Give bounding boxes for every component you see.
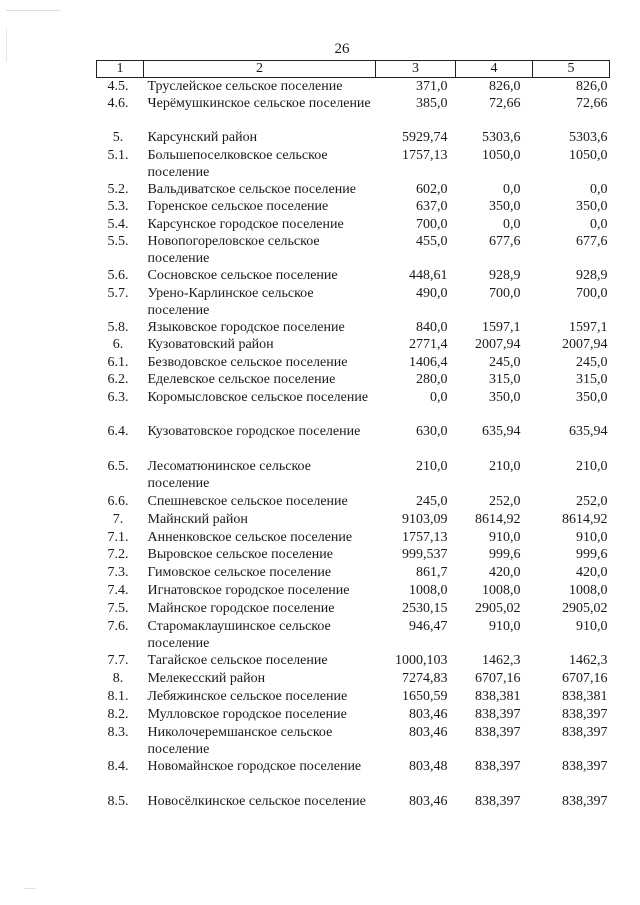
row-number: 5. [112,130,124,145]
row-name: Новопогореловское сельское поселение [147,234,320,266]
row-value-col5: 838,381 [562,689,608,704]
row-value-col4: 700,0 [489,286,521,301]
row-value-col4: 838,397 [475,759,521,774]
row-value-col3: 803,46 [409,794,448,809]
row-value-col4: 0,0 [503,217,521,232]
row-value-col3: 803,46 [409,707,448,722]
row-value-col3: 700,0 [416,217,448,232]
table-row [97,458,610,493]
row-name: Черёмушкинское сельское поселение [147,96,371,111]
row-value-col4: 838,397 [475,725,521,740]
row-value-col4: 0,0 [503,182,521,197]
row-value-col4: 420,0 [489,565,521,580]
row-value-col3: 2530,15 [402,601,448,616]
row-value-col5: 928,9 [576,268,608,283]
row-number: 8. [112,671,124,686]
row-value-col3: 803,46 [409,725,448,740]
row-number: 6.1. [107,355,129,370]
row-name: Карсунский район [147,130,258,145]
row-value-col4: 1462,3 [482,653,521,668]
row-value-col3: 385,0 [416,96,448,111]
row-name: Языковское городское поселение [147,320,345,335]
row-name: Лесоматюнинское сельское поселение [147,459,311,491]
column-header-1: 1 [97,61,144,78]
row-value-col3: 840,0 [416,320,448,335]
row-value-col4: 928,9 [489,268,521,283]
row-value-col5: 910,0 [576,619,608,634]
row-value-col3: 280,0 [416,372,448,387]
row-value-col3: 0,0 [430,390,448,405]
row-name: Кузоватовское городское поселение [147,424,361,439]
row-value-col3: 1650,59 [402,689,448,704]
row-value-col5: 252,0 [576,494,608,509]
row-number: 7. [112,512,124,527]
row-number: 5.1. [107,148,129,163]
row-value-col4: 72,66 [489,96,521,111]
row-value-col4: 910,0 [489,530,521,545]
row-number: 5.7. [107,286,129,301]
row-number: 5.5. [107,234,129,249]
table-row [97,529,610,546]
row-value-col4: 8614,92 [475,512,521,527]
table-row [97,147,610,181]
row-value-col3: 448,61 [409,268,448,283]
row-value-col5: 838,397 [562,794,608,809]
row-value-col4: 838,381 [475,689,521,704]
row-value-col5: 8614,92 [562,512,608,527]
scan-artifact-bottom-left [24,888,36,889]
row-value-col4: 826,0 [489,79,521,94]
row-name: Сосновское сельское поселение [147,268,338,283]
budget-table [96,60,610,828]
row-value-col4: 350,0 [489,199,521,214]
row-value-col3: 803,48 [409,759,448,774]
row-value-col3: 1757,13 [402,148,448,163]
row-value-col4: 315,0 [489,372,521,387]
row-value-col3: 999,537 [402,547,448,562]
row-value-col3: 245,0 [416,494,448,509]
table-body [97,78,610,829]
row-value-col4: 1597,1 [482,320,521,335]
row-value-col3: 5929,74 [402,130,448,145]
row-value-col3: 630,0 [416,424,448,439]
row-value-col5: 6707,16 [562,671,608,686]
row-value-col3: 2771,4 [409,337,448,352]
row-name: Николочеремшанское сельское поселение [147,725,333,757]
row-name: Игнатовское городское поселение [147,583,350,598]
row-number: 5.4. [107,217,129,232]
row-value-col3: 637,0 [416,199,448,214]
row-value-col5: 700,0 [576,286,608,301]
row-name: Труслейское сельское поселение [147,79,343,94]
row-value-col3: 7274,83 [402,671,448,686]
row-value-col3: 455,0 [416,234,448,249]
row-value-col3: 1000,103 [395,653,448,668]
table-row [97,371,610,389]
row-value-col4: 635,94 [482,424,521,439]
row-value-col4: 1050,0 [482,148,521,163]
table-row [97,493,610,511]
table-row [97,198,610,216]
row-value-col3: 371,0 [416,79,448,94]
row-value-col4: 677,6 [489,234,521,249]
table-row [97,564,610,582]
row-name: Мулловское городское поселение [147,707,347,722]
row-value-col5: 420,0 [576,565,608,580]
table-row [97,181,610,198]
row-value-col5: 0,0 [590,182,608,197]
row-number: 7.2. [107,547,129,562]
row-value-col5: 838,397 [562,707,608,722]
row-number: 7.6. [107,619,129,634]
table-row [97,319,610,336]
table-row [97,233,610,267]
scan-artifact-top-left [6,10,60,11]
row-value-col3: 861,7 [416,565,448,580]
row-value-col4: 5303,6 [482,130,521,145]
row-name: Майнский район [147,512,248,527]
row-number: 5.2. [107,182,129,197]
row-value-col4: 350,0 [489,390,521,405]
table-row [97,670,610,688]
row-name: Анненковское сельское поселение [147,530,353,545]
row-value-col4: 245,0 [489,355,521,370]
row-value-col3: 1008,0 [409,583,448,598]
table-header-row [97,61,610,78]
row-value-col3: 9103,09 [402,512,448,527]
row-number: 7.3. [107,565,129,580]
row-name: Еделевское сельское поселение [147,372,336,387]
row-name: Карсунское городское поселение [147,217,344,232]
row-value-col5: 910,0 [576,530,608,545]
row-value-col5: 0,0 [590,217,608,232]
row-number: 7.5. [107,601,129,616]
row-number: 8.1. [107,689,129,704]
row-value-col3: 946,47 [409,619,448,634]
row-number: 8.5. [107,794,129,809]
row-value-col3: 490,0 [416,286,448,301]
row-name: Большепоселковское сельское поселение [147,148,328,180]
table-row [97,216,610,233]
table-row [97,706,610,724]
column-header-5: 5 [533,61,610,78]
row-value-col3: 1757,13 [402,530,448,545]
row-number: 5.6. [107,268,129,283]
row-name: Кузоватовский район [147,337,274,352]
row-value-col3: 1406,4 [409,355,448,370]
row-value-col5: 350,0 [576,390,608,405]
table-row [97,758,610,793]
table-row [97,546,610,564]
row-number: 8.2. [107,707,129,722]
row-name: Новомайнское городское поселение [147,759,362,774]
row-name: Вальдиватское сельское поселение [147,182,356,197]
column-header-2: 2 [144,61,376,78]
row-value-col4: 838,397 [475,707,521,722]
row-name: Майнское городское поселение [147,601,335,616]
table-row [97,724,610,758]
row-value-col5: 1050,0 [569,148,608,163]
table-row [97,78,610,96]
row-value-col4: 910,0 [489,619,521,634]
row-value-col5: 72,66 [576,96,608,111]
row-name: Лебяжинское сельское поселение [147,689,348,704]
row-name: Урено-Карлинское сельское поселение [147,286,314,318]
column-header-3: 3 [376,61,456,78]
row-name: Гимовское сельское поселение [147,565,332,580]
row-value-col5: 5303,6 [569,130,608,145]
row-value-col5: 1597,1 [569,320,608,335]
row-number: 4.5. [107,79,129,94]
row-name: Выровское сельское поселение [147,547,333,562]
row-value-col5: 350,0 [576,199,608,214]
row-name: Старомаклаушинское сельское поселение [147,619,331,651]
row-number: 6.3. [107,390,129,405]
table-row [97,285,610,319]
row-number: 8.4. [107,759,129,774]
row-value-col5: 2007,94 [562,337,608,352]
row-name: Безводовское сельское поселение [147,355,348,370]
row-value-col5: 635,94 [569,424,608,439]
row-name: Тагайское сельское поселение [147,653,328,668]
row-value-col5: 315,0 [576,372,608,387]
row-name: Горенское сельское поселение [147,199,329,214]
table-row [97,129,610,147]
row-value-col4: 1008,0 [482,583,521,598]
page-number: 26 [334,41,350,57]
row-value-col5: 838,397 [562,725,608,740]
column-header-4: 4 [456,61,533,78]
row-value-col4: 252,0 [489,494,521,509]
row-number: 6. [112,337,124,352]
table-row [97,336,610,354]
row-name: Мелекесский район [147,671,266,686]
table-row [97,793,610,828]
row-value-col5: 1008,0 [569,583,608,598]
table-row [97,582,610,600]
row-value-col5: 1462,3 [569,653,608,668]
row-number: 6.5. [107,459,129,474]
table-row [97,267,610,285]
row-value-col4: 210,0 [489,459,521,474]
row-value-col5: 245,0 [576,355,608,370]
row-number: 6.2. [107,372,129,387]
row-number: 7.4. [107,583,129,598]
row-number: 5.8. [107,320,129,335]
row-name: Коромысловское сельское поселение [147,390,369,405]
row-number: 7.7. [107,653,129,668]
table-row [97,423,610,458]
row-value-col5: 838,397 [562,759,608,774]
table-row [97,95,610,129]
row-number: 6.6. [107,494,129,509]
row-value-col5: 2905,02 [562,601,608,616]
row-value-col3: 210,0 [416,459,448,474]
row-value-col5: 826,0 [576,79,608,94]
row-value-col4: 2007,94 [475,337,521,352]
row-value-col4: 838,397 [475,794,521,809]
row-value-col4: 999,6 [489,547,521,562]
row-number: 7.1. [107,530,129,545]
table-row [97,688,610,706]
row-value-col3: 602,0 [416,182,448,197]
row-name: Новосёлкинское сельское поселение [147,794,366,809]
table-row [97,511,610,529]
row-value-col4: 6707,16 [475,671,521,686]
table-row [97,618,610,652]
table-row [97,652,610,670]
row-number: 8.3. [107,725,129,740]
row-name: Спешневское сельское поселение [147,494,348,509]
row-number: 4.6. [107,96,129,111]
table-row [97,600,610,618]
table-row [97,354,610,371]
row-number: 5.3. [107,199,129,214]
row-number: 6.4. [107,424,129,439]
row-value-col5: 210,0 [576,459,608,474]
table-row [97,389,610,423]
row-value-col4: 2905,02 [475,601,521,616]
row-value-col5: 677,6 [576,234,608,249]
row-value-col5: 999,6 [576,547,608,562]
